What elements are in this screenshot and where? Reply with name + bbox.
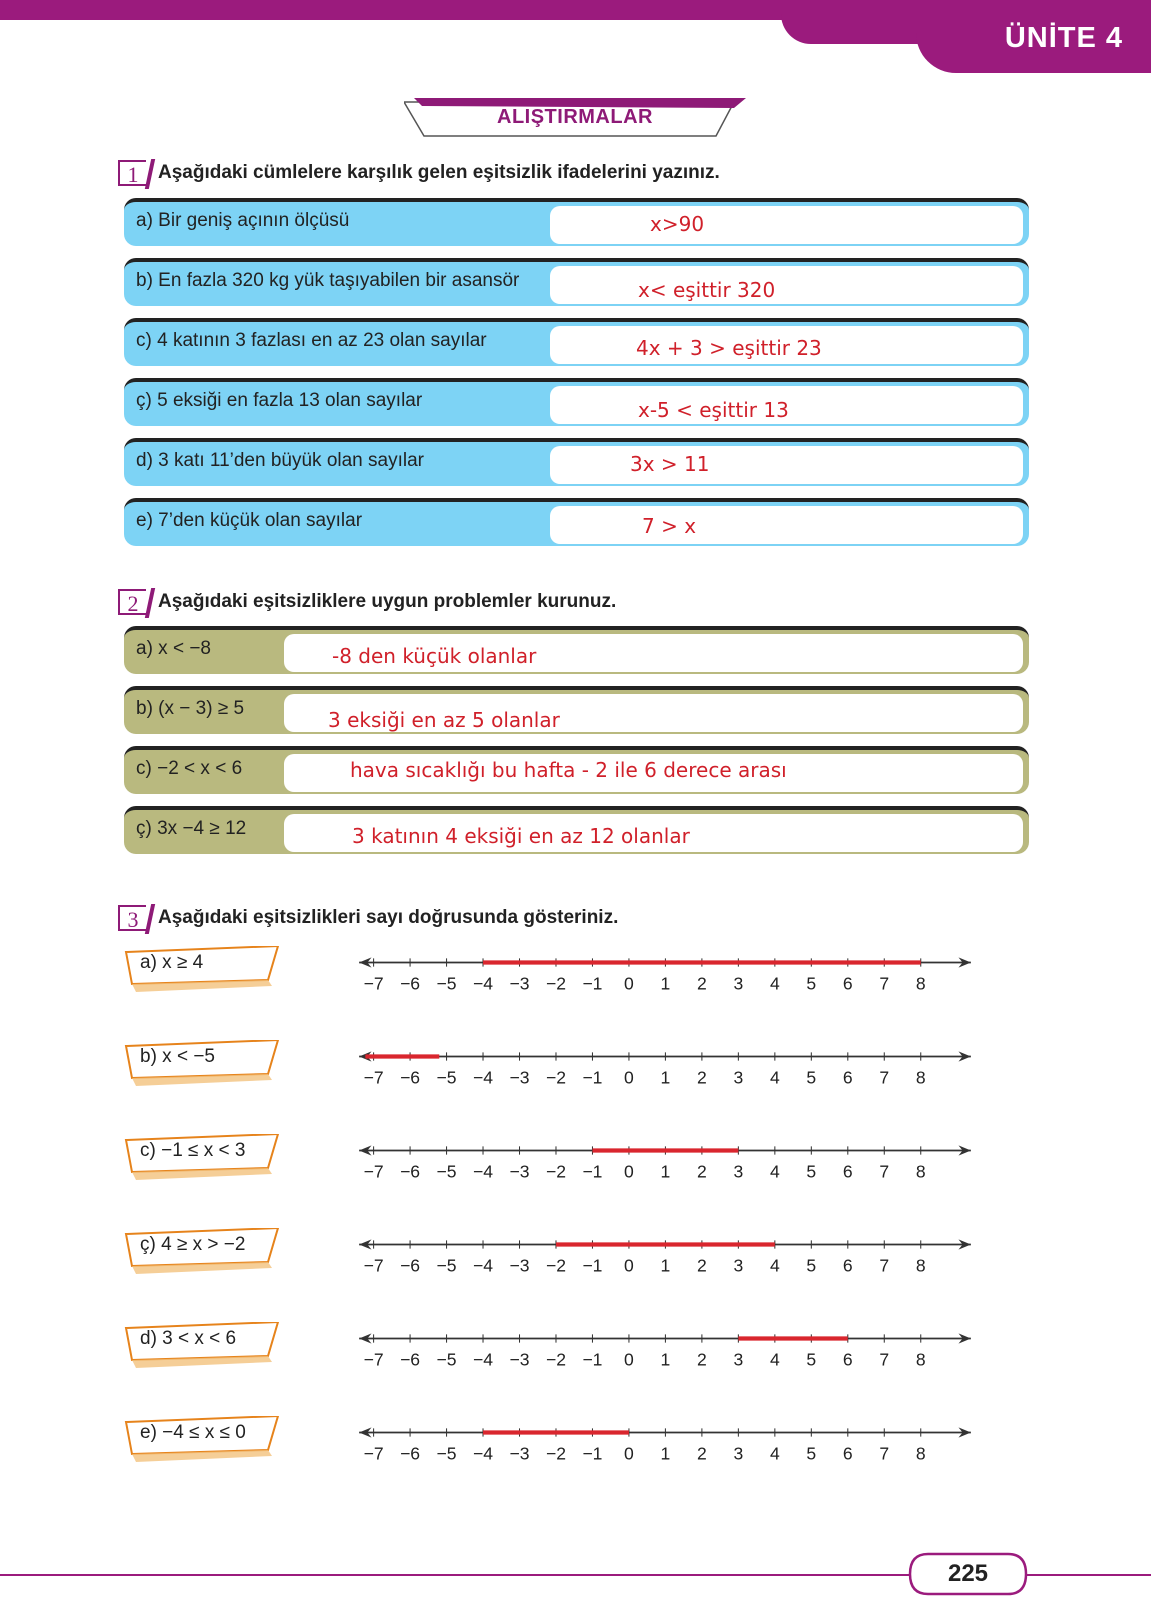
q1-row-e bbox=[124, 498, 1029, 546]
question-number: 1 bbox=[118, 160, 146, 186]
row-label: c) −2 < x < 6 bbox=[136, 758, 243, 779]
tick-label: 5 bbox=[806, 1161, 817, 1182]
tick-label: 2 bbox=[697, 1349, 707, 1370]
answer-box[interactable] bbox=[550, 386, 1023, 424]
tick-label: 1 bbox=[660, 1443, 671, 1464]
tick-label: 8 bbox=[915, 973, 926, 994]
tick-label: −6 bbox=[400, 1161, 421, 1182]
row-label: ç) 3x −4 ≥ 12 bbox=[136, 818, 247, 839]
tick-label: −3 bbox=[509, 1255, 530, 1276]
tick-label: −5 bbox=[436, 1067, 457, 1088]
answer-box[interactable] bbox=[550, 506, 1023, 544]
question-number: 2 bbox=[118, 589, 146, 615]
tick-label: 4 bbox=[769, 1443, 780, 1464]
answer-box[interactable] bbox=[284, 814, 1023, 852]
tick-label: −2 bbox=[545, 1161, 566, 1182]
row-label: a) x < −8 bbox=[136, 638, 211, 659]
inequality-tag bbox=[122, 1322, 282, 1362]
tick-label: 1 bbox=[660, 1255, 671, 1276]
tick-label: 6 bbox=[842, 1255, 853, 1276]
answer-text: 3x > 11 bbox=[630, 452, 710, 476]
tick-label: −1 bbox=[582, 1161, 603, 1182]
inequality-label: a) x ≥ 4 bbox=[140, 952, 204, 973]
tick-label: 7 bbox=[879, 1161, 890, 1182]
tick-label: 0 bbox=[624, 1349, 634, 1370]
number-line bbox=[355, 1418, 975, 1478]
tick-label: −2 bbox=[545, 1067, 566, 1088]
tick-label: −4 bbox=[473, 1443, 494, 1464]
tick-label: 3 bbox=[733, 1067, 744, 1088]
tick-label: 3 bbox=[733, 1255, 744, 1276]
question-number: 3 bbox=[118, 905, 146, 931]
answer-text: 3 katının 4 eksiği en az 12 olanlar bbox=[352, 824, 690, 848]
unit-label: ÜNİTE 4 bbox=[1004, 22, 1123, 54]
tick-label: 6 bbox=[842, 1161, 853, 1182]
tick-label: −7 bbox=[363, 1349, 384, 1370]
tick-label: −4 bbox=[473, 1067, 494, 1088]
tick-label: −5 bbox=[436, 1161, 457, 1182]
number-line bbox=[355, 948, 975, 1008]
tick-label: −4 bbox=[473, 1255, 494, 1276]
page-number: 225 bbox=[947, 1560, 989, 1587]
answer-box[interactable] bbox=[550, 266, 1023, 304]
answer-box[interactable] bbox=[284, 754, 1023, 792]
q2-row-a bbox=[124, 626, 1029, 674]
tick-label: 2 bbox=[697, 1161, 707, 1182]
tick-label: 1 bbox=[660, 973, 671, 994]
tick-label: 0 bbox=[624, 1067, 634, 1088]
row-label: b) (x − 3) ≥ 5 bbox=[136, 698, 245, 719]
number-line bbox=[355, 1230, 975, 1290]
tick-label: −3 bbox=[509, 1161, 530, 1182]
inequality-tag bbox=[122, 1416, 282, 1456]
tick-label: −2 bbox=[545, 973, 566, 994]
tick-label: −5 bbox=[436, 1255, 457, 1276]
tick-label: 3 bbox=[733, 973, 744, 994]
tick-label: 5 bbox=[806, 1349, 817, 1370]
tick-label: −7 bbox=[363, 1161, 384, 1182]
answer-text: x< eşittir 320 bbox=[638, 278, 776, 302]
answer-box[interactable] bbox=[550, 326, 1023, 364]
tick-label: 5 bbox=[806, 973, 817, 994]
tick-label: 2 bbox=[697, 1067, 707, 1088]
answer-box[interactable] bbox=[284, 694, 1023, 732]
inequality-tag bbox=[122, 1228, 282, 1268]
inequality-label: e) −4 ≤ x ≤ 0 bbox=[140, 1422, 246, 1443]
tick-label: 6 bbox=[842, 1349, 853, 1370]
number-line bbox=[355, 1042, 975, 1102]
q1-row-d bbox=[124, 438, 1029, 486]
tick-label: 3 bbox=[733, 1161, 744, 1182]
tick-label: 0 bbox=[624, 1443, 634, 1464]
section-title: ALIŞTIRMALAR bbox=[497, 106, 653, 128]
tick-label: −5 bbox=[436, 1443, 457, 1464]
tick-label: −4 bbox=[473, 1349, 494, 1370]
tick-label: −1 bbox=[582, 1067, 603, 1088]
tick-label: 6 bbox=[842, 973, 853, 994]
tick-label: −6 bbox=[400, 973, 421, 994]
answer-text: x>90 bbox=[650, 212, 705, 236]
tick-label: 5 bbox=[806, 1443, 817, 1464]
tick-label: 7 bbox=[879, 1255, 890, 1276]
tick-label: 8 bbox=[915, 1161, 926, 1182]
tick-label: −1 bbox=[582, 1349, 603, 1370]
question-2-header bbox=[118, 589, 616, 615]
tick-label: 5 bbox=[806, 1255, 817, 1276]
tick-label: 8 bbox=[915, 1067, 926, 1088]
inequality-label: ç) 4 ≥ x > −2 bbox=[140, 1234, 246, 1255]
tick-label: −4 bbox=[473, 973, 494, 994]
tick-label: −2 bbox=[545, 1349, 566, 1370]
tick-label: −7 bbox=[363, 973, 384, 994]
answer-box[interactable] bbox=[550, 446, 1023, 484]
answer-box[interactable] bbox=[550, 206, 1023, 244]
q2-row-b bbox=[124, 686, 1029, 734]
tick-label: −5 bbox=[436, 973, 457, 994]
answer-text: 7 > x bbox=[642, 514, 697, 538]
q1-row-a bbox=[124, 198, 1029, 246]
tick-label: −2 bbox=[545, 1443, 566, 1464]
question-1-header bbox=[118, 160, 720, 186]
tick-label: 4 bbox=[769, 1255, 780, 1276]
q2-row-c bbox=[124, 746, 1029, 794]
tick-label: −3 bbox=[509, 1443, 530, 1464]
question-instruction: Aşağıdaki eşitsizlikleri sayı doğrusunda gösteriniz. bbox=[158, 907, 619, 928]
answer-text: -8 den küçük olanlar bbox=[332, 644, 537, 668]
tick-label: 6 bbox=[842, 1067, 853, 1088]
row-label: b) En fazla 320 kg yük taşıyabilen bir asansör bbox=[136, 270, 520, 291]
row-label: a) Bir geniş açının ölçüsü bbox=[136, 210, 350, 231]
tick-label: 5 bbox=[806, 1067, 817, 1088]
tick-label: 1 bbox=[660, 1161, 671, 1182]
tick-label: 8 bbox=[915, 1349, 926, 1370]
tick-label: −6 bbox=[400, 1067, 421, 1088]
tick-label: 0 bbox=[624, 973, 634, 994]
tick-label: −5 bbox=[436, 1349, 457, 1370]
tick-label: 4 bbox=[769, 1067, 780, 1088]
q1-row-c bbox=[124, 318, 1029, 366]
tick-label: −3 bbox=[509, 1067, 530, 1088]
tick-label: 6 bbox=[842, 1443, 853, 1464]
tick-label: 1 bbox=[660, 1349, 671, 1370]
tick-label: −1 bbox=[582, 1255, 603, 1276]
tick-label: 0 bbox=[624, 1255, 634, 1276]
tick-label: 4 bbox=[769, 973, 780, 994]
inequality-label: d) 3 < x < 6 bbox=[140, 1328, 237, 1349]
tick-label: 1 bbox=[660, 1067, 671, 1088]
tick-label: −6 bbox=[400, 1255, 421, 1276]
tick-label: 7 bbox=[879, 1443, 890, 1464]
tick-label: −3 bbox=[509, 973, 530, 994]
answer-text: hava sıcaklığı bu hafta - 2 ile 6 derece arası bbox=[350, 758, 787, 782]
tick-label: 0 bbox=[624, 1161, 634, 1182]
answer-text: x-5 < eşittir 13 bbox=[638, 398, 789, 422]
number-line bbox=[355, 1136, 975, 1196]
tick-label: 2 bbox=[697, 973, 707, 994]
tick-label: 7 bbox=[879, 973, 890, 994]
tick-label: −7 bbox=[363, 1067, 384, 1088]
tick-label: 7 bbox=[879, 1349, 890, 1370]
question-instruction: Aşağıdaki cümlelere karşılık gelen eşitsizlik ifadelerini yazınız. bbox=[158, 162, 720, 183]
tick-label: −3 bbox=[509, 1349, 530, 1370]
row-label: e) 7’den küçük olan sayılar bbox=[136, 510, 363, 531]
inequality-label: b) x < −5 bbox=[140, 1046, 215, 1067]
row-label: c) 4 katının 3 fazlası en az 23 olan sayılar bbox=[136, 330, 487, 351]
tick-label: 3 bbox=[733, 1443, 744, 1464]
inequality-label: c) −1 ≤ x < 3 bbox=[140, 1140, 246, 1161]
inequality-tag bbox=[122, 946, 282, 986]
tick-label: 8 bbox=[915, 1443, 926, 1464]
tick-label: −4 bbox=[473, 1161, 494, 1182]
tick-label: 4 bbox=[769, 1161, 780, 1182]
tick-label: −6 bbox=[400, 1349, 421, 1370]
q1-row-cedilla bbox=[124, 378, 1029, 426]
tick-label: 8 bbox=[915, 1255, 926, 1276]
tick-label: 7 bbox=[879, 1067, 890, 1088]
inequality-tag bbox=[122, 1134, 282, 1174]
q1-row-b bbox=[124, 258, 1029, 306]
tick-label: −6 bbox=[400, 1443, 421, 1464]
question-instruction: Aşağıdaki eşitsizliklere uygun problemler kurunuz. bbox=[158, 591, 617, 612]
tick-label: −1 bbox=[582, 1443, 603, 1464]
question-3-header bbox=[118, 905, 618, 931]
answer-box[interactable] bbox=[284, 634, 1023, 672]
tick-label: −7 bbox=[363, 1443, 384, 1464]
inequality-tag bbox=[122, 1040, 282, 1080]
number-line bbox=[355, 1324, 975, 1384]
tick-label: −7 bbox=[363, 1255, 384, 1276]
row-label: ç) 5 eksiği en fazla 13 olan sayılar bbox=[136, 390, 423, 411]
tick-label: −1 bbox=[582, 973, 603, 994]
q2-row-cedilla bbox=[124, 806, 1029, 854]
answer-text: 3 eksiği en az 5 olanlar bbox=[328, 708, 560, 732]
row-label: d) 3 katı 11’den büyük olan sayılar bbox=[136, 450, 424, 471]
answer-text: 4x + 3 > eşittir 23 bbox=[636, 336, 822, 360]
tick-label: 2 bbox=[697, 1443, 707, 1464]
tick-label: 4 bbox=[769, 1349, 780, 1370]
unit-tab bbox=[916, 0, 1151, 73]
tick-label: 3 bbox=[733, 1349, 744, 1370]
tick-label: 2 bbox=[697, 1255, 707, 1276]
tick-label: −2 bbox=[545, 1255, 566, 1276]
